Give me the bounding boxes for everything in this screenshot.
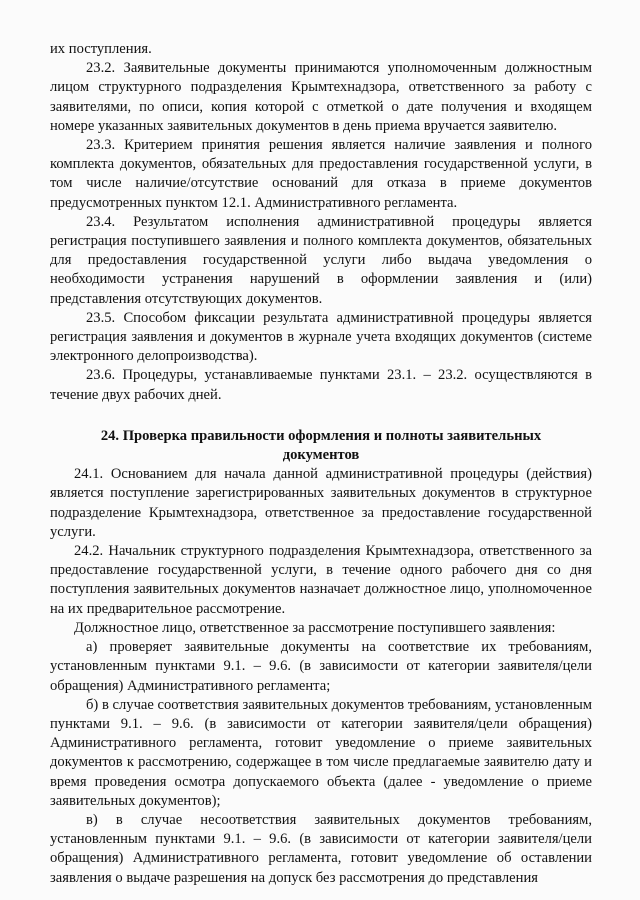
list-item-v: в) в случае несоответствия заявительных документов требованиям, установленным пунктами 9.1. – 9.6. (в зависимости от категории заявителя/цели обращения) Административного регламента, готовит уведомление об оставлении заявления о выдаче разрешения на допуск без рассмотрения до представления [50,811,592,886]
paragraph-24-2: 24.2. Начальник структурного подразделения Крымтехнадзора, ответственного за предоставление государственной услуги, в течение одного рабочего дня со дня поступления заявительных документов назначает должностное лицо, уполномоченное на их предварительное рассмотрение. [50,543,592,617]
paragraph-24-1: 24.1. Основанием для начала данной административной процедуры (действия) является поступление зарегистрированных заявительных документов в структурное подразделение Крымтехнадзора, ответственное за предоставление государственной услуги. [50,466,592,540]
paragraph-official-intro: Должностное лицо, ответственное за рассмотрение поступившего заявления: [74,619,556,636]
paragraph-continuation: их поступления. [50,41,152,57]
paragraph-23-4: 23.4. Результатом исполнения административной процедуры является регистрация поступившего заявления и полного комплекта документов, обязательных для предоставления государственной услуги либо выдача уведомления о необходимости устранения нарушений в оформлении заявления и (или) представления отсутствующих документов. [50,213,592,307]
list-item-a: а) проверяет заявительные документы на соответствие их требованиям, установленным пунктами 9.1. – 9.6. (в зависимости от категории заявителя/цели обращения) Административного регламента; [50,639,592,694]
list-item-b: б) в случае соответствия заявительных документов требованиям, установленным пунктами 9.1. – 9.6. (в зависимости от категории заявителя/цели обращения) Административного регламента, готовит уведомление о приеме заявительных документов к рассмотрению, содержащее в том числе предлагаемые заявителю дату и время проведения осмотра допускаемого объекта (далее - уведомление о приеме заявительных документов); [50,696,592,809]
paragraph-23-6: 23.6. Процедуры, устанавливаемые пунктами 23.1. – 23.2. осуществляются в течение двух рабочих дней. [50,367,592,403]
paragraph-23-3: 23.3. Критерием принятия решения является наличие заявления и полного комплекта документов, обязательных для предоставления государственной услуги, в том числе наличие/отсутствие оснований для отказа в приеме документов предусмотренных пунктом 12.1. Административного регламента. [50,137,592,211]
paragraph-23-2: 23.2. Заявительные документы принимаются уполномоченным должностным лицом структурного подразделения Крымтехнадзора, ответственного за работу с заявителями, по описи, копия которой с отметкой о дате получения и входящем номере указанных заявительных документов в день приема вручается заявителю. [50,60,592,134]
paragraph-23-5: 23.5. Способом фиксации результата административной процедуры является регистрация заявления и документов в журнале учета входящих документов (системе электронного делопроизводства). [50,309,592,365]
section-heading-24: 24. Проверка правильности оформления и полноты заявительных документов [100,427,542,464]
